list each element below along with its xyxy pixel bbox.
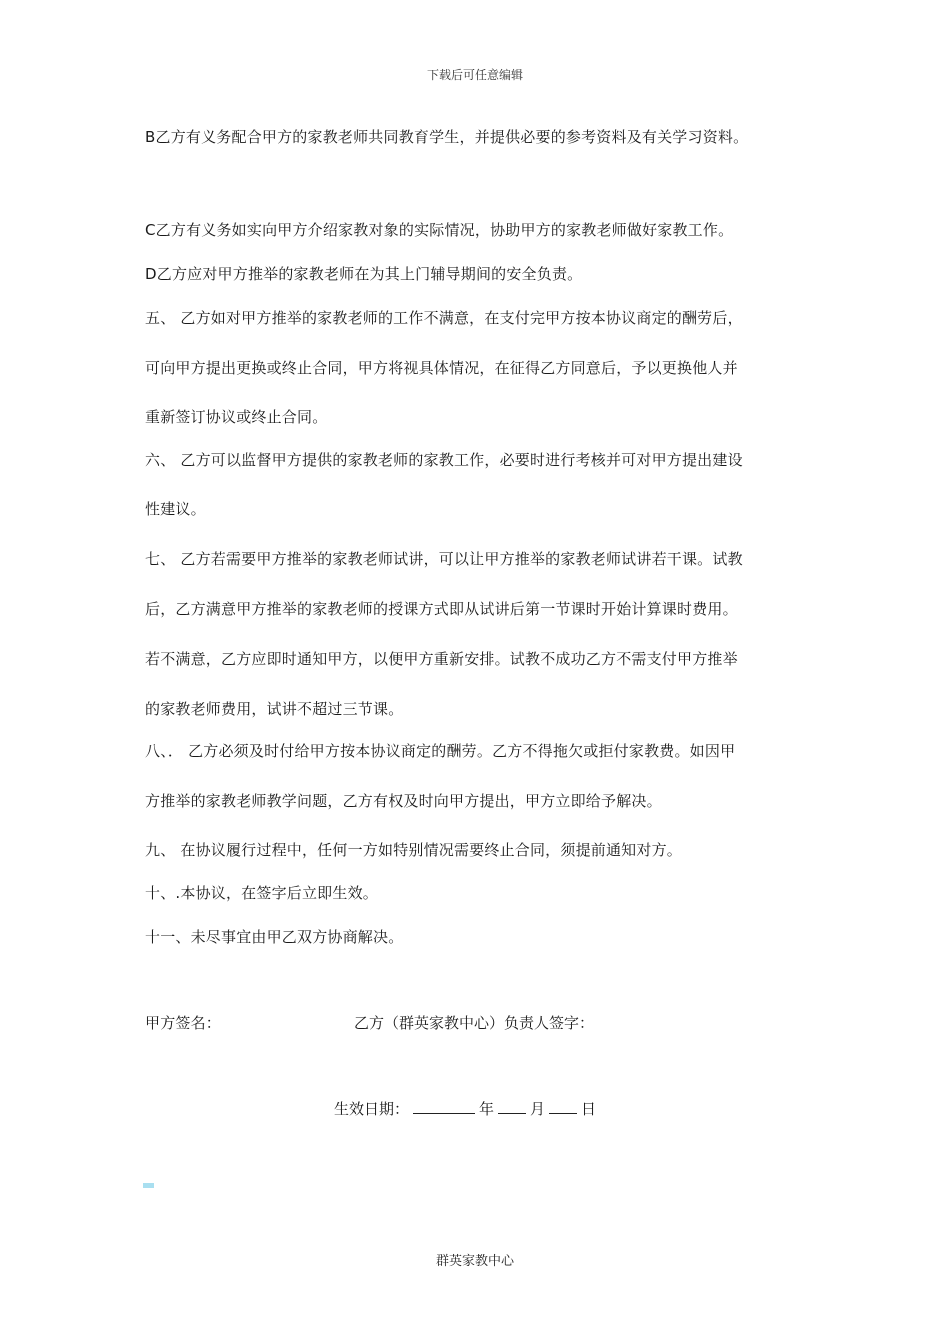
clause-5-line-3: 重新签订协议或终止合同。 xyxy=(145,408,328,426)
page-footer: 群英家教中心 xyxy=(435,1254,514,1269)
clause-5-line-1: 五、 乙方如对甲方推举的家教老师的工作不满意，在支付完甲方按本协议商定的酬劳后， xyxy=(145,309,743,327)
clause-10-line: 十、.本协议，在签字后立即生效。 xyxy=(145,884,378,902)
clause-11-line: 十一、未尽事宜由甲乙双方协商解决。 xyxy=(145,928,404,946)
year-label: 年 xyxy=(479,1100,495,1118)
clause-5-line-2: 可向甲方提出更换或终止合同，甲方将视具体情况，在征得乙方同意后，予以更换他人并 xyxy=(145,359,738,377)
day-blank[interactable] xyxy=(549,1099,577,1114)
clause-8-line-1: 八、． 乙方必须及时付给甲方按本协议商定的酬劳。乙方不得拖欠或拒付家教费。如因甲 xyxy=(145,742,736,760)
decorative-marker xyxy=(143,1183,154,1188)
effective-date-line xyxy=(334,1099,596,1119)
clause-7-line-2: 后，乙方满意甲方推举的家教老师的授课方式即从试讲后第一节课时开始计算课时费用。 xyxy=(145,600,738,618)
year-blank[interactable] xyxy=(413,1099,475,1114)
clause-6-line-2: 性建议。 xyxy=(145,500,206,518)
month-label: 月 xyxy=(530,1100,546,1118)
day-label: 日 xyxy=(581,1100,597,1118)
clause-c-line: C乙方有义务如实向甲方介绍家教对象的实际情况，协助甲方的家教老师做好家教工作。 xyxy=(145,221,734,239)
clause-7-line-3: 若不满意，乙方应即时通知甲方，以便甲方重新安排。试教不成功乙方不需支付甲方推举 xyxy=(145,650,738,668)
clause-b-line: B乙方有义务配合甲方的家教老师共同教育学生，并提供必要的参考资料及有关学习资料。 xyxy=(145,128,749,146)
month-blank[interactable] xyxy=(498,1099,526,1114)
party-b-signature-label: 乙方（群英家教中心）负责人签字： xyxy=(354,1014,595,1032)
effective-date-label: 生效日期： xyxy=(334,1100,410,1118)
clause-7-line-4: 的家教老师费用，试讲不超过三节课。 xyxy=(145,700,404,718)
clause-7-line-1: 七、 乙方若需要甲方推举的家教老师试讲，可以让甲方推举的家教老师试讲若干课。试教 xyxy=(145,550,743,568)
clause-6-line-1: 六、 乙方可以监督甲方提供的家教老师的家教工作，必要时进行考核并可对甲方提出建设 xyxy=(145,451,743,469)
clause-d-line: D乙方应对甲方推举的家教老师在为其上门辅导期间的安全负责。 xyxy=(145,265,583,283)
page-header: 下载后可任意编辑 xyxy=(426,68,523,82)
clause-9-line: 九、 在协议履行过程中，任何一方如特别情况需要终止合同，须提前通知对方。 xyxy=(145,841,682,859)
clause-8-line-2: 方推举的家教老师教学问题，乙方有权及时向甲方提出，甲方立即给予解决。 xyxy=(145,792,662,810)
party-a-signature-label: 甲方签名： xyxy=(145,1014,222,1032)
